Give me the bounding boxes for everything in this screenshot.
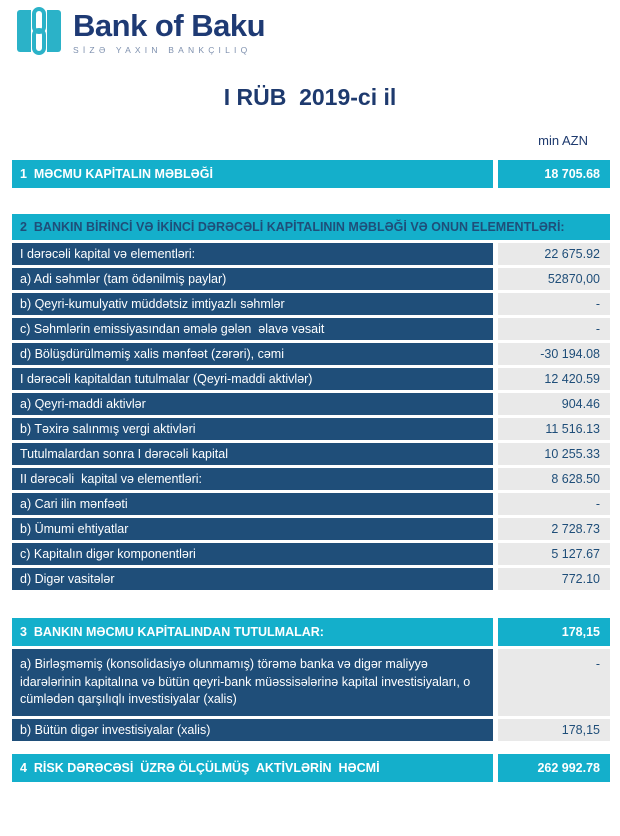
row-label: I dərəcəli kapitaldan tutulmalar (Qeyri-maddi aktivlər)	[12, 368, 493, 390]
row-value: 11 516.13	[498, 418, 610, 440]
section-total-row	[12, 160, 610, 188]
row-value: 12 420.59	[498, 368, 610, 390]
bank-logo	[14, 3, 265, 59]
row-label: a) Qeyri-maddi aktivlər	[12, 393, 493, 415]
row-label: a) Birləşməmiş (konsolidasiyə olunmamış) törəmə banka və digər maliyyə idarələrinin kapitalına və bütün qeyri-bank müəssisələrinə kapital investisiyaları, o cümlədən qarşılıqlı investisiyalar (xalis)	[12, 649, 493, 716]
table-row	[12, 468, 610, 490]
table-row	[12, 543, 610, 565]
row-label: 3 BANKIN MƏCMU KAPİTALINDAN TUTULMALAR:	[12, 618, 493, 646]
table-row	[12, 443, 610, 465]
bank-tagline: SİZƏ YAXIN BANKÇILIQ	[73, 45, 252, 55]
table-row	[12, 268, 610, 290]
row-value: 8 628.50	[498, 468, 610, 490]
row-value: 2 728.73	[498, 518, 610, 540]
row-value: -	[498, 649, 610, 716]
report-title: I RÜB 2019-ci il	[223, 84, 397, 110]
row-label: d) Bölüşdürülməmiş xalis mənfəət (zərəri), cəmi	[12, 343, 493, 365]
table-row	[12, 243, 610, 265]
table-row	[12, 649, 610, 716]
section-total-row	[12, 754, 610, 782]
row-value: 18 705.68	[498, 160, 610, 188]
row-label: 2 BANKIN BİRİNCİ VƏ İKİNCİ DƏRƏCƏLİ KAPİTALININ MƏBLƏĞİ VƏ ONUN ELEMENTLƏRİ:	[12, 214, 610, 240]
row-label: a) Adi səhmlər (tam ödənilmiş paylar)	[12, 268, 493, 290]
row-label: a) Cari ilin mənfəəti	[12, 493, 493, 515]
section-total-row	[12, 618, 610, 646]
row-value: 52870,00	[498, 268, 610, 290]
table-row	[12, 518, 610, 540]
row-label: II dərəcəli kapital və elementləri:	[12, 468, 493, 490]
row-label: b) Bütün digər investisiyalar (xalis)	[12, 719, 493, 741]
row-value: -	[498, 318, 610, 340]
row-label: I dərəcəli kapital və elementləri:	[12, 243, 493, 265]
table-row	[12, 493, 610, 515]
row-value: 22 675.92	[498, 243, 610, 265]
row-label: c) Kapitalın digər komponentləri	[12, 543, 493, 565]
row-value: 178,15	[498, 719, 610, 741]
row-label: 4 RİSK DƏRƏCƏSİ ÜZRƏ ÖLÇÜLMÜŞ AKTİVLƏRİN HƏCMİ	[12, 754, 493, 782]
chain-links-icon	[14, 3, 64, 59]
row-label: b) Təxirə salınmış vergi aktivləri	[12, 418, 493, 440]
table-row	[12, 368, 610, 390]
row-label: 1 MƏCMU KAPİTALIN MƏBLƏĞİ	[12, 160, 493, 188]
row-value: -	[498, 293, 610, 315]
row-value: 262 992.78	[498, 754, 610, 782]
row-value: 10 255.33	[498, 443, 610, 465]
unit-label: min AZN	[538, 133, 588, 148]
row-label: d) Digər vasitələr	[12, 568, 493, 590]
table-row	[12, 568, 610, 590]
row-label: b) Qeyri-kumulyativ müddətsiz imtiyazlı səhmlər	[12, 293, 493, 315]
bank-name: Bank of Baku	[73, 8, 266, 43]
table-row	[12, 343, 610, 365]
row-value: -	[498, 493, 610, 515]
table-row	[12, 719, 610, 741]
row-label: b) Ümumi ehtiyatlar	[12, 518, 493, 540]
row-value: 772.10	[498, 568, 610, 590]
row-value: 5 127.67	[498, 543, 610, 565]
row-value: -30 194.08	[498, 343, 610, 365]
table-row	[12, 293, 610, 315]
row-label: c) Səhmlərin emissiyasından əmələ gələn əlavə vəsait	[12, 318, 493, 340]
table-row	[12, 393, 610, 415]
logo-text-block	[73, 3, 265, 55]
row-label: Tutulmalardan sonra I dərəcəli kapital	[12, 443, 493, 465]
section-header-row	[12, 214, 610, 240]
row-value: 178,15	[498, 618, 610, 646]
row-value: 904.46	[498, 393, 610, 415]
table-row	[12, 418, 610, 440]
table-row	[12, 318, 610, 340]
capital-table	[12, 160, 610, 785]
